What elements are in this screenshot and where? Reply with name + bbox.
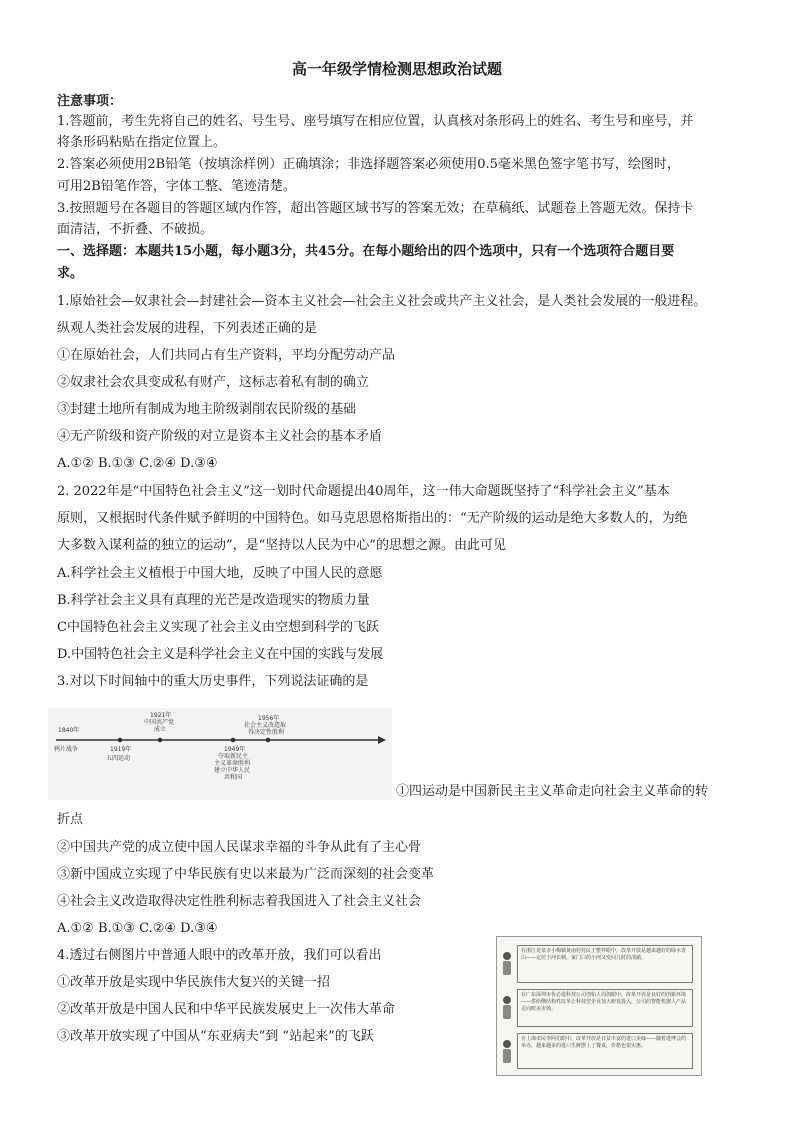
question-option: 折点 <box>57 812 84 827</box>
timeline-label: 共和国 <box>224 774 243 781</box>
timeline-dot <box>118 738 123 743</box>
question-option: ③改革开放实现了中国从“东亚病夫”到 “站起来”的飞跃 <box>57 1029 374 1044</box>
answer-option-d: D.中国特色社会主义是科学社会主义在中国的实践与发展 <box>57 647 384 662</box>
timeline-label: 1840年 <box>58 727 80 734</box>
timeline-label: 得决定性胜利 <box>248 729 285 736</box>
notice-line: 将条形码粘贴在指定位置上。 <box>57 135 227 150</box>
question-option: ③封建土地所有制成为地主阶级剥削农民阶级的基础 <box>57 402 357 417</box>
timeline-label: 中国共产党 <box>144 719 175 726</box>
question-stem: 原则，又根据时代条件赋予鲜明的中国特色。如马克思恩格斯指出的：“无产阶级的运动是绝大多数人的，为绝 <box>57 511 688 526</box>
question-stem: 纵观人类社会发展的进程，下列表述正确的是 <box>57 321 318 336</box>
speech-box: 在浙江龙泉市小梅镇黄南村村民王整祥眼中，改革开放是越来越好的绿水青山——定居于河长制，家门口的小河又变回儿时的清澈。 <box>517 945 693 983</box>
answer-choices: A.①② B.①③ C.②④ D.③④ <box>57 921 218 936</box>
question-option: ④无产阶级和资产阶级的对立是资本主义社会的基本矛盾 <box>57 429 383 444</box>
timeline-label: 建立中华人民 <box>214 767 251 774</box>
timeline-label: 社会主义改造取 <box>244 722 287 729</box>
notice-heading: 注意事项： <box>57 94 123 109</box>
person-icon <box>501 995 513 1021</box>
exam-title: 高一年级学情检测思想政治试题 <box>291 60 502 78</box>
timeline-label: 1921年 <box>150 712 172 719</box>
notice-line: 2.答案必须使用2B铅笔（按填涂样例）正确填涂；非选择题答案必须使用0.5毫米黑色签字笔书写，绘图时， <box>57 157 680 172</box>
answer-choices: A.①② B.①③ C.②④ D.③④ <box>57 456 218 471</box>
question-stem: 2. 2022年是“中国特色社会主义”这一划时代命题提出40周年，这一伟大命题既坚持了“科学社会主义”基本 <box>57 484 670 499</box>
timeline-dot <box>231 738 236 743</box>
question-option: ①在原始社会，人们共同占有生产资料，平均分配劳动产品 <box>57 348 396 363</box>
timeline-label: 主义革命胜利 <box>214 760 251 767</box>
question-option: ②中国共产党的成立使中国人民谋求幸福的斗争从此有了主心骨 <box>57 840 422 855</box>
timeline-arrow <box>378 736 386 744</box>
notice-line: 3.按照题号在各题目的答题区域内作答，超出答题区域书写的答案无效；在草稿纸、试题卷上答题无效。保持卡 <box>57 201 694 216</box>
timeline-label: 鸦片战争 <box>54 746 79 753</box>
section-heading: 求。 <box>57 266 84 281</box>
notice-line: 面清洁，不折叠、不破损。 <box>57 222 214 237</box>
question-option: ②改革开放是中国人民和中华平民族发展史上一次伟大革命 <box>57 1002 396 1017</box>
question-option: ②奴隶社会农具变成私有财产，这标志着私有制的确立 <box>57 375 370 390</box>
timeline-label: 夺取新民主 <box>218 753 249 760</box>
reform-cartoon-figure <box>496 936 702 1076</box>
question-option: ④社会主义改造取得决定性胜利标志着我国进入了社会主义社会 <box>57 894 422 909</box>
notice-line: 可用2B铅笔作答，字体工整、笔迹清楚。 <box>57 179 296 194</box>
timeline-label: 1949年 <box>224 746 246 753</box>
question-stem: 3.对以下时间轴中的重大历史事件，下列说法证确的是 <box>57 674 369 689</box>
person-icon <box>501 951 513 977</box>
timeline-label: 1956年 <box>258 715 280 722</box>
timeline-dot <box>266 738 271 743</box>
answer-option-b: B.科学社会主义具有真理的光芒是改造现实的物质力量 <box>57 593 370 608</box>
timeline-label: 成立 <box>154 726 167 733</box>
notice-line: 1.答题前，考生先将自己的姓名、号生号、座号填写在相应位置，认真核对条形码上的姓名、考生号和座号，并 <box>57 114 694 129</box>
timeline-dot <box>158 738 163 743</box>
question-stem: 大多数入谋利益的独立的运动”，是“坚持以人民为中心”的思想之源。由此可见 <box>57 538 506 553</box>
speech-box: 在上海市民李阿伯眼中，改革开放是日益丰富的进口美味——随着进博会的举办，越来越多的进口生鲜摆上了餐桌，价格也很实惠。 <box>517 1033 693 1069</box>
speech-box: 在广东深圳市优必选科技公司创始人周剑眼中，改革开放是良好的创新环境——供给侧结构性改革让科技型企业加大研发投入，公司的智能机器人产品走向欧美市场。 <box>517 989 693 1027</box>
question-stem: 4.透过右侧图片中普通人眼中的改革开放，我们可以看出 <box>57 948 382 963</box>
person-icon <box>501 1039 513 1065</box>
question-option: ③新中国成立实现了中华民族有史以来最为广泛而深刻的社会变革 <box>57 867 435 882</box>
section-heading: 一、选择题：本题共15小题，每小题3分，共45分。在每小题给出的四个选项中，只有一个选项符合题目要 <box>57 244 675 259</box>
timeline-svg <box>48 708 392 800</box>
question-option: ①四运动是中国新民主主义革命走向社会主义革命的转 <box>396 784 709 799</box>
question-stem: 1.原始社会—奴隶社会—封建社会—资本主义社会—社会主义社会或共产主义社会，是人类社会发展的一般进程。 <box>57 294 707 309</box>
timeline-label: 1919年 <box>110 746 132 753</box>
answer-option-a: A.科学社会主义植根于中国大地，反映了中国人民的意愿 <box>57 566 383 581</box>
question-option: ①改革开放是实现中华民族伟大复兴的关键一招 <box>57 975 331 990</box>
timeline-label: 五四运动 <box>106 755 131 762</box>
answer-option-c: C中国特色社会主义实现了社会主义由空想到科学的飞跃 <box>57 620 379 635</box>
timeline-figure <box>48 708 392 800</box>
